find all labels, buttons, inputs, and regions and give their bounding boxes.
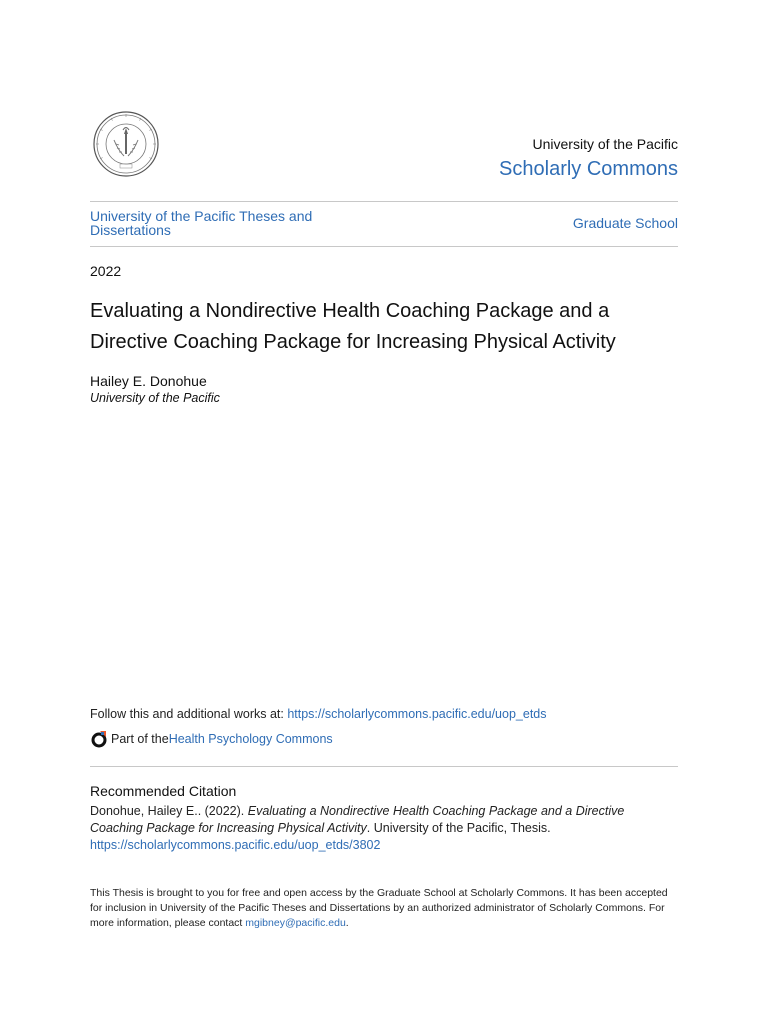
citation-heading: Recommended Citation [90,783,237,799]
nav-divider [90,246,678,247]
institution-name: University of the Pacific [532,136,678,152]
top-divider [90,201,678,202]
repository-link[interactable]: Scholarly Commons [499,158,678,180]
university-seal-icon [92,110,160,178]
digital-commons-network-icon [90,730,108,748]
part-of-prefix: Part of the [111,732,169,746]
citation-divider [90,766,678,767]
access-notice-text: This Thesis is brought to you for free and open access by the Graduate School at Scholarly Commons. It has been accepted for inclusion in University of the Pacific Theses and Dissertations by an authorized administrator of Scholarly Commons. For more information, please contact [90,887,668,929]
citation-authors-year: Donohue, Hailey E.. (2022). [90,804,248,818]
citation-body [90,803,680,854]
access-notice-end: . [345,917,349,929]
collection-link[interactable]: University of the Pacific Theses and Dissertations [90,208,313,238]
follow-line [90,707,547,721]
publication-year: 2022 [90,263,122,279]
access-notice [90,886,670,931]
contact-email-link[interactable]: mgibney@pacific.edu [245,917,346,929]
health-psychology-commons-link[interactable]: Health Psychology Commons [168,732,333,746]
part-of-line [90,730,333,748]
follow-url-link[interactable]: https://scholarlycommons.pacific.edu/uop_etds [287,707,547,721]
author-affiliation: University of the Pacific [90,391,220,405]
graduate-school-link[interactable]: Graduate School [572,215,678,231]
citation-title: Evaluating a Nondirective Health Coaching Package and a Directive Coaching Package for Increasing Physical Activity [90,804,625,835]
author-name: Hailey E. Donohue [90,373,207,389]
citation-url-link[interactable]: https://scholarlycommons.pacific.edu/uop_etds/3802 [90,838,381,852]
document-title: Evaluating a Nondirective Health Coaching Package and a Directive Coaching Package for Increasing Physical Activity [90,300,616,353]
citation-suffix: . University of the Pacific, Thesis. [366,821,551,835]
follow-prefix: Follow this and additional works at: [90,707,288,721]
